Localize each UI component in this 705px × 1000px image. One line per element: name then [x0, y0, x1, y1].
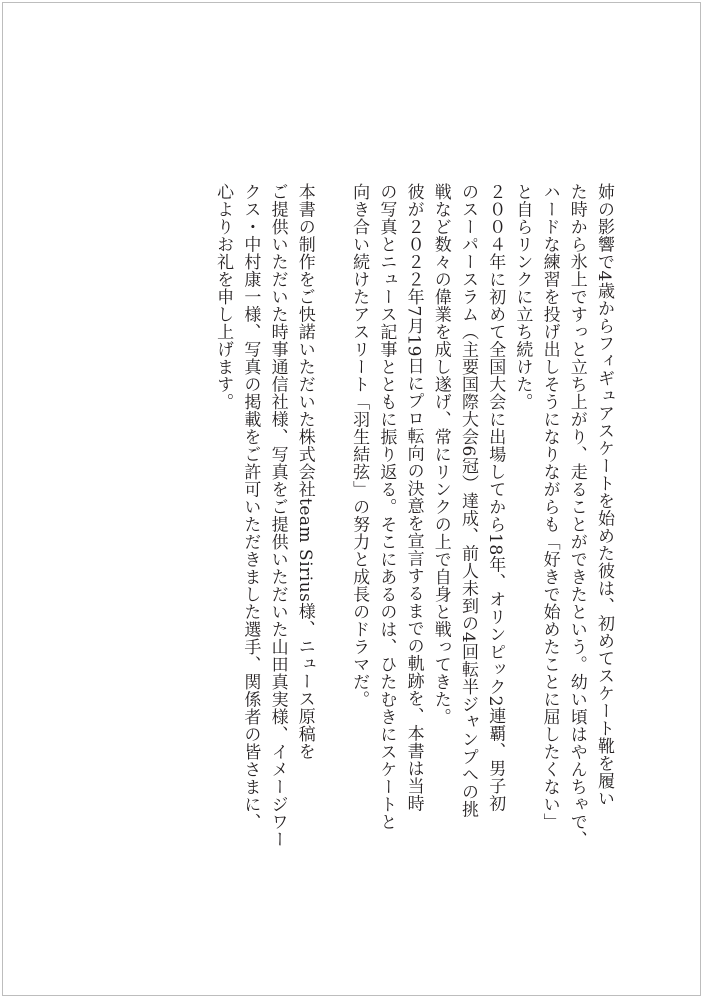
- paragraph-3: [345, 183, 427, 903]
- text-line: 姉の影響で4歳からフィギュアスケートを始めた彼は、初めてスケート靴を履い: [594, 183, 614, 807]
- text-line: ご提供いただいた時事通信社様、写真をご提供いただいた山田真実様、イメージワー: [267, 183, 288, 848]
- text-line: と自らリンクに立ち続けた。: [512, 183, 533, 411]
- text-line: 本書の制作をご快諾いただいた株式会社team Sirius様、ニュース原稿を: [294, 183, 315, 760]
- text-line: 向き合い続けたアスリート「羽生結弦」の努力と成長のドラマだ。: [349, 183, 370, 708]
- text-line: 戦など数々の偉業を成し遂げ、常にリンクの上で自身と戦ってきた。: [430, 183, 451, 726]
- text-line: 彼が２０２２年7月19日にプロ転向の決意を宣言するまでの軌跡を、本書は当時: [403, 183, 424, 812]
- text-line: の写真とニュース記事とともに振り返る。そこにあるのは、ひたむきにスケートと: [376, 183, 397, 831]
- text-line: た時から氷上ですっと立ち上がり、走ることができたという。幼い頃はやんちゃで、: [566, 183, 587, 848]
- text-line: クス・中村康一様、写真の掲載をご許可いただきました選手、関係者の皆さまに、: [240, 183, 261, 831]
- paragraph-1: [508, 183, 617, 903]
- text-line: 心よりお礼を申し上げます。: [213, 183, 234, 411]
- paragraph-4: [209, 183, 318, 903]
- text-line: のスーパースラム（主要国際大会6冠）達成、前人未到の4回転半ジャンプへの挑: [457, 183, 478, 819]
- paragraph-spacer: [318, 183, 345, 903]
- vertical-body-text: [209, 183, 617, 903]
- text-line: ハードな練習を投げ出しそうになりながらも「好きで始めたことに屈したくない」: [539, 183, 560, 831]
- paragraph-2: [427, 183, 509, 903]
- text-line: ２００４年に初めて全国大会に出場してから18年、オリンピック2連覇、男子初: [485, 183, 506, 812]
